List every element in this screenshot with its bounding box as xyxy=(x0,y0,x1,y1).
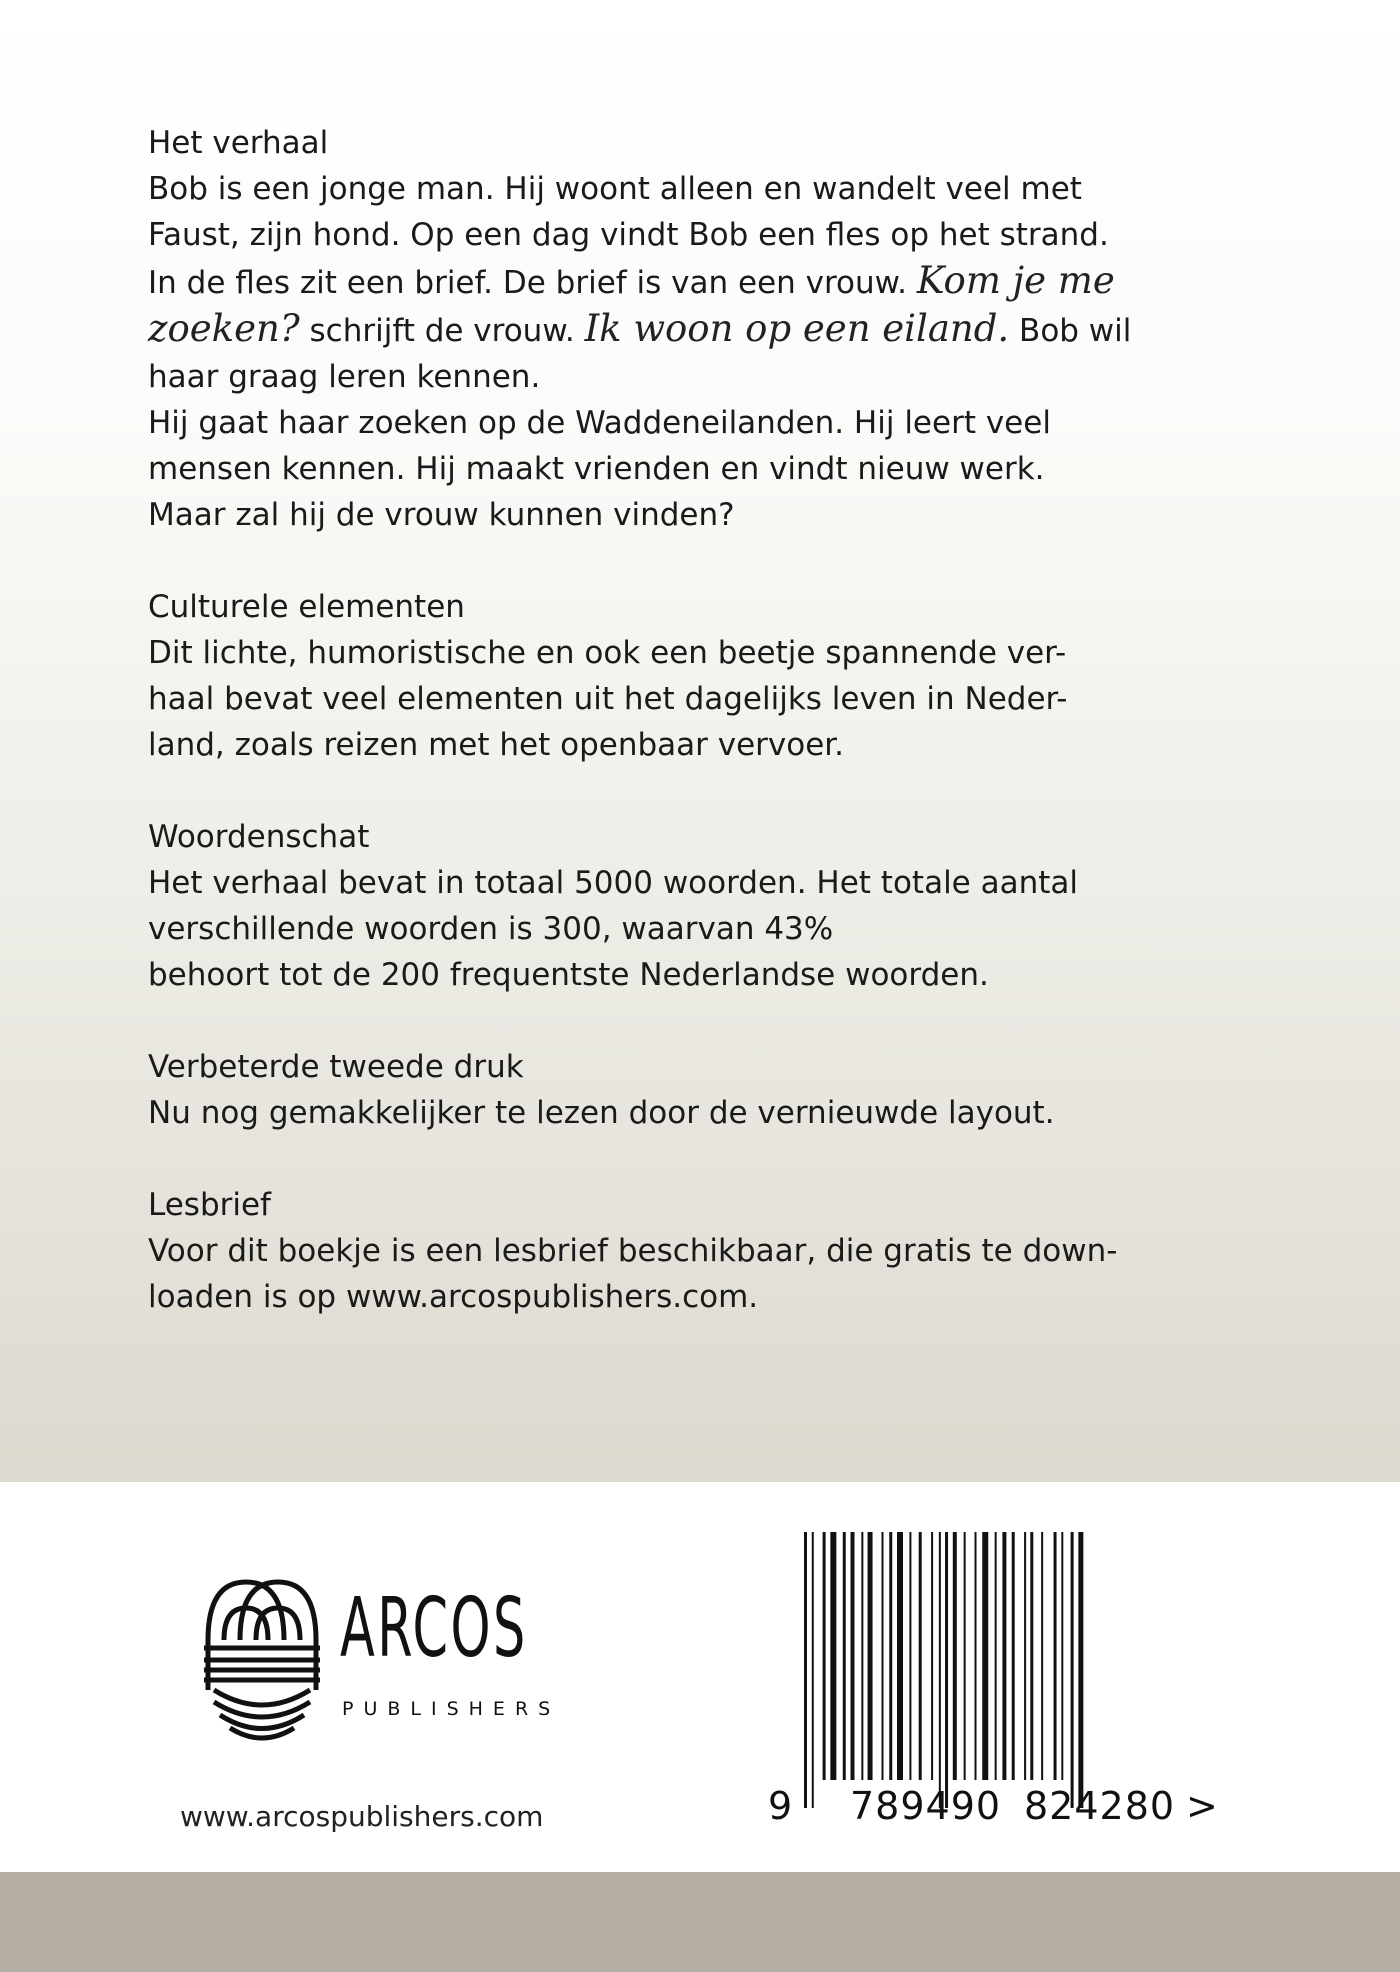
barcode-bar xyxy=(1041,1532,1043,1780)
text-segment: schrijft de vrouw. xyxy=(309,313,575,349)
text-line: Nu nog gemakkelijker te lezen door de vernieuwde layout. xyxy=(148,1095,1055,1131)
text-line: mensen kennen. Hij maakt vrienden en vindt nieuw werk. xyxy=(148,451,1045,487)
barcode-bar xyxy=(939,1532,941,1808)
script-quote: Kom je me xyxy=(916,259,1115,302)
barcode-bar xyxy=(995,1532,997,1780)
barcode-bar xyxy=(1012,1532,1015,1780)
text-line: land, zoals reizen met het openbaar vervoer. xyxy=(148,727,845,763)
barcode-bar xyxy=(1071,1532,1074,1808)
barcode-bar xyxy=(804,1532,807,1808)
barcode-bar xyxy=(1061,1532,1063,1780)
section-culturele-elementen xyxy=(148,584,1248,768)
publisher-url: www.arcospublishers.com xyxy=(180,1800,544,1833)
barcode-bar xyxy=(909,1532,911,1780)
text-line: haal bevat veel elementen uit het dagelijks leven in Neder- xyxy=(148,681,1068,717)
barcode-bar xyxy=(868,1532,873,1780)
text-line: Voor dit boekje is een lesbrief beschikbaar, die gratis te down- xyxy=(148,1233,1118,1269)
barcode-bar xyxy=(1002,1532,1006,1780)
text-line: Maar zal hij de vrouw kunnen vinden? xyxy=(148,497,735,533)
text-line xyxy=(148,306,1248,354)
section-tweede-druk xyxy=(148,1044,1248,1136)
barcode-bar xyxy=(861,1532,863,1780)
barcode-bar xyxy=(1054,1532,1057,1780)
text-line: Bob is een jonge man. Hij woont alleen en wandelt veel met xyxy=(148,171,1082,207)
barcode-bar xyxy=(897,1532,903,1780)
script-quote: zoeken? xyxy=(148,307,300,350)
text-line: haar graag leren kennen. xyxy=(148,359,541,395)
barcode-bar xyxy=(975,1532,977,1780)
isbn-first-digit: 9 xyxy=(768,1784,793,1828)
barcode-bar xyxy=(1024,1532,1026,1780)
bottom-band xyxy=(0,1872,1400,1972)
section-heading: Het verhaal xyxy=(148,125,329,161)
barcode-bar xyxy=(882,1532,884,1780)
arcos-arches-icon xyxy=(200,1570,325,1750)
barcode-bar xyxy=(919,1532,922,1780)
section-lesbrief xyxy=(148,1182,1248,1320)
barcode-bar xyxy=(812,1532,814,1808)
logo-subtitle: PUBLISHERS xyxy=(342,1698,561,1720)
barcode-bar xyxy=(851,1532,855,1780)
text-segment: In de fles zit een brief. De brief is van een vrouw. xyxy=(148,265,908,301)
section-heading: Verbeterde tweede druk xyxy=(148,1049,524,1085)
barcode-bar xyxy=(1030,1532,1033,1780)
barcode-bar xyxy=(953,1532,957,1780)
script-quote: Ik woon op een eiland. xyxy=(584,307,1010,350)
isbn-group-right: 824280 xyxy=(1024,1784,1176,1828)
barcode-bar xyxy=(945,1532,948,1808)
isbn-end-marker: > xyxy=(1186,1784,1218,1828)
logo-wordmark: ARCOS xyxy=(340,1581,528,1676)
text-line: Faust, zijn hond. Op een dag vindt Bob een fles op het strand. xyxy=(148,217,1109,253)
back-cover-text xyxy=(148,120,1248,1366)
text-line: Het verhaal bevat in totaal 5000 woorden. Het totale aantal xyxy=(148,865,1079,901)
publisher-logo xyxy=(200,1570,570,1750)
barcode-bar xyxy=(823,1532,826,1780)
barcode-bar xyxy=(843,1532,846,1780)
text-line: verschillende woorden is 300, waarvan 43% xyxy=(148,911,834,947)
section-heading: Lesbrief xyxy=(148,1187,271,1223)
text-line: behoort tot de 200 frequentste Nederlandse woorden. xyxy=(148,957,989,993)
text-line: Dit lichte, humoristische en ook een beetje spannende ver- xyxy=(148,635,1067,671)
isbn-barcode xyxy=(800,1528,1210,1818)
text-line: loaden is op www.arcospublishers.com. xyxy=(148,1279,759,1315)
barcode-bar xyxy=(889,1532,892,1780)
section-woordenschat xyxy=(148,814,1248,998)
section-heading: Culturele elementen xyxy=(148,589,465,625)
barcode-bar xyxy=(964,1532,966,1780)
text-line xyxy=(148,258,1248,306)
barcode-bar xyxy=(982,1532,988,1780)
text-segment: Bob wil xyxy=(1019,313,1132,349)
barcode-bar xyxy=(931,1532,933,1780)
barcode-bar xyxy=(1078,1532,1083,1808)
isbn-group-left: 789490 xyxy=(850,1784,1002,1828)
text-line: Hij gaat haar zoeken op de Waddeneilanden. Hij leert veel xyxy=(148,405,1051,441)
section-heading: Woordenschat xyxy=(148,819,370,855)
barcode-bar xyxy=(830,1532,836,1780)
section-het-verhaal xyxy=(148,120,1248,538)
